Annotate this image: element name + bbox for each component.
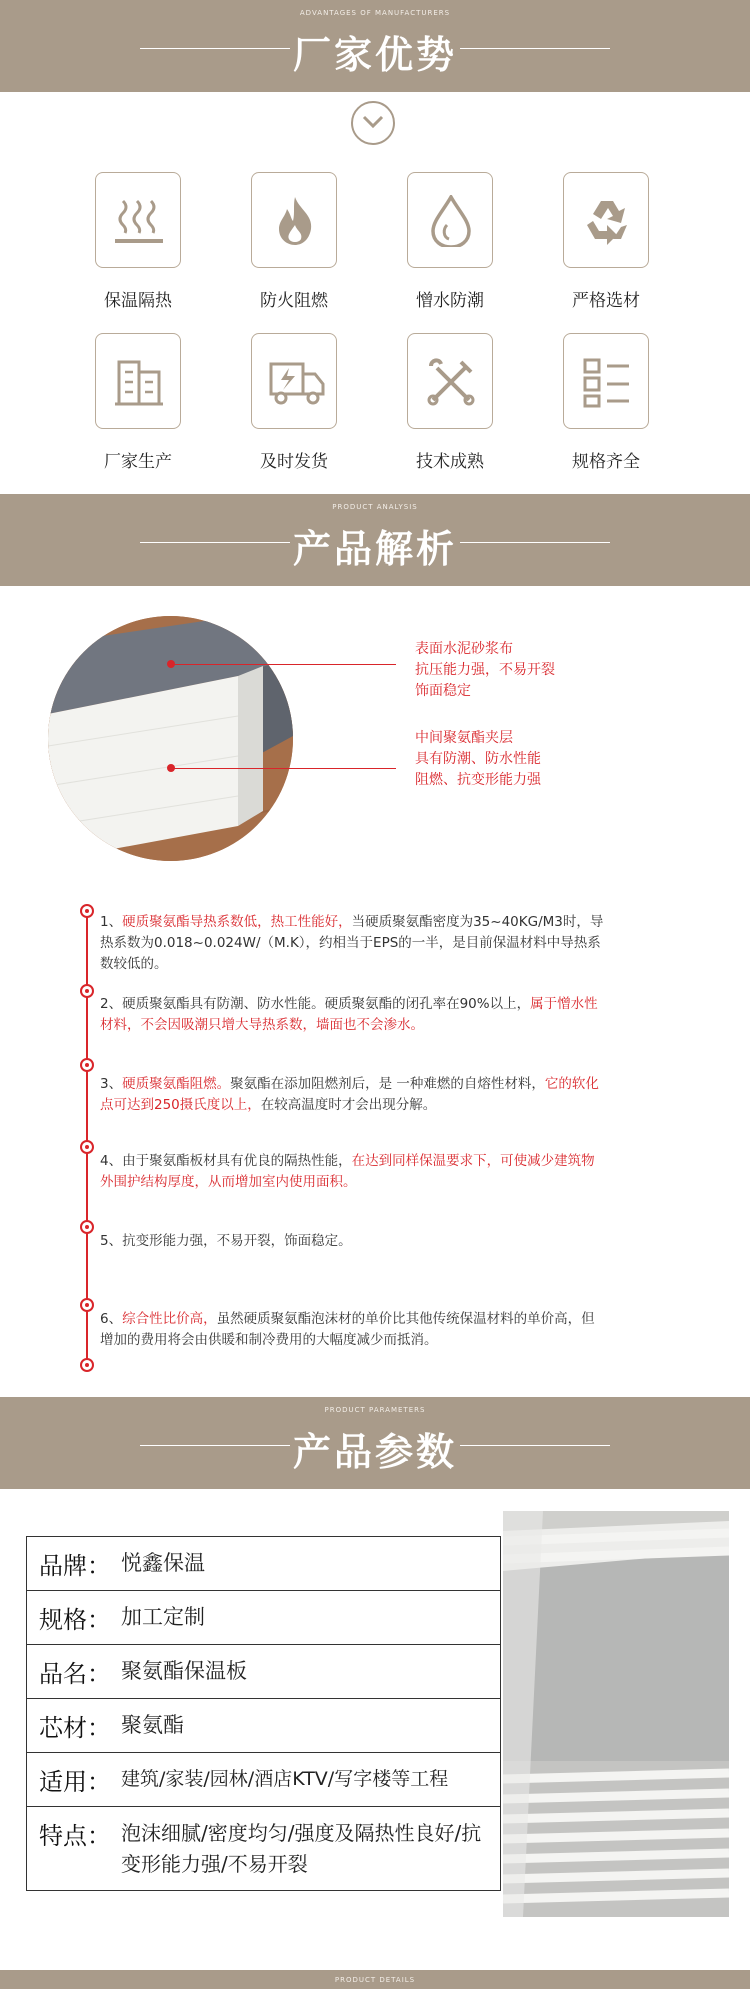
timeline-dot — [80, 1298, 94, 1312]
table-row — [27, 1590, 500, 1644]
flame-icon — [251, 172, 337, 268]
param-key: 适用： — [39, 1768, 111, 1796]
timeline-dot — [80, 1140, 94, 1154]
analysis-point-4: 4、由于聚氨酯板材具有优良的隔热性能，在达到同样保温要求下，可使减少建筑物外围护结构厚度，从而增加室内使用面积。 — [100, 1153, 595, 1190]
timeline-dot — [80, 1220, 94, 1234]
feature-label: 技术成熟 — [416, 452, 484, 472]
factory-building-icon — [95, 333, 181, 429]
details-en-title: PRODUCT DETAILS — [334, 1976, 416, 1984]
feature-label: 规格齐全 — [572, 452, 640, 472]
timeline-dot — [80, 1358, 94, 1372]
parameters-banner — [0, 1397, 750, 1489]
param-key: 品名： — [39, 1660, 111, 1688]
feature-item — [561, 172, 651, 311]
feature-label: 防火阻燃 — [260, 291, 328, 311]
param-value: 聚氨酯保温板 — [121, 1659, 247, 1683]
product-cross-section-image — [48, 616, 293, 861]
parameter-table — [26, 1536, 501, 1891]
feature-item — [405, 333, 495, 472]
param-key: 特点： — [39, 1822, 111, 1850]
param-value: 加工定制 — [121, 1605, 205, 1629]
table-row — [27, 1537, 500, 1590]
analysis-banner — [0, 494, 750, 586]
param-value: 泡沫细腻/密度均匀/强度及隔热性良好/抗变形能力强/不易开裂 — [121, 1821, 482, 1876]
analysis-title: 产品解析 — [292, 527, 457, 571]
analysis-point-2: 2、硬质聚氨酯具有防潮、防水性能。硬质聚氨酯的闭孔率在90%以上，属于憎水性材料，不会因吸潮只增大导热系数，墙面也不会渗水。 — [100, 996, 598, 1033]
parameters-en-title: PRODUCT PARAMETERS — [324, 1406, 426, 1414]
feature-label: 保温隔热 — [104, 291, 172, 311]
feature-label: 及时发货 — [260, 452, 328, 472]
feature-label: 憎水防潮 — [416, 291, 484, 311]
timeline-dot — [80, 984, 94, 998]
feature-label: 厂家生产 — [104, 452, 172, 472]
chevron-down-icon — [351, 101, 395, 145]
param-key: 芯材： — [39, 1714, 111, 1742]
callout-middle: 中间聚氨酯夹层 具有防潮、防水性能 阻燃、抗变形能力强 — [415, 730, 541, 788]
feature-item — [249, 172, 339, 311]
advantages-title: 厂家优势 — [292, 33, 457, 77]
feature-item — [561, 333, 651, 472]
analysis-point-6: 6、综合性比价高，虽然硬质聚氨酯泡沫材的单价比其他传统保温材料的单价高，但增加的费用将会由供暖和制冷费用的大幅度减少而抵消。 — [100, 1311, 595, 1348]
advantages-en-title: ADVANTAGES OF MANUFACTURERS — [299, 9, 451, 17]
water-drop-icon — [407, 172, 493, 268]
analysis-point-1: 1、硬质聚氨酯导热系数低，热工性能好，当硬质聚氨酯密度为35~40KG/M3时，导热系数为0.018~0.024W/（M.K），约相当于EPS的一半，是目前保温材料中导热系数较低的。 — [100, 914, 604, 972]
callout-line — [171, 664, 396, 665]
list-icon — [563, 333, 649, 429]
table-row — [27, 1644, 500, 1698]
analysis-point-5: 5、抗变形能力强，不易开裂，饰面稳定。 — [100, 1233, 352, 1249]
feature-label: 严格选材 — [572, 291, 640, 311]
wrench-hammer-icon — [407, 333, 493, 429]
advantages-banner — [0, 0, 750, 92]
feature-item — [93, 333, 183, 472]
analysis-en-title: PRODUCT ANALYSIS — [332, 503, 418, 511]
delivery-truck-icon — [251, 333, 337, 429]
param-key: 规格： — [39, 1606, 111, 1634]
param-value: 聚氨酯 — [121, 1713, 184, 1737]
table-row — [27, 1698, 500, 1752]
callout-line — [171, 768, 396, 769]
stacked-boards-image — [503, 1511, 729, 1917]
timeline-dot — [80, 1058, 94, 1072]
details-banner — [0, 1970, 750, 1989]
timeline-dot — [80, 904, 94, 918]
recycle-icon — [563, 172, 649, 268]
parameters-title: 产品参数 — [292, 1430, 457, 1474]
table-row — [27, 1752, 500, 1806]
param-value: 建筑/家装/园林/酒店KTV/写字楼等工程 — [121, 1768, 449, 1790]
param-value: 悦鑫保温 — [121, 1551, 205, 1575]
heat-waves-icon — [95, 172, 181, 268]
param-key: 品牌： — [39, 1552, 111, 1580]
feature-item — [93, 172, 183, 311]
feature-item — [405, 172, 495, 311]
feature-item — [249, 333, 339, 472]
analysis-point-3: 3、硬质聚氨酯阻燃。聚氨酯在添加阻燃剂后，是 一种难燃的自熔性材料，它的软化点可达到250摄氏度以上，在较高温度时才会出现分解。 — [100, 1076, 599, 1113]
table-row — [27, 1806, 500, 1890]
callout-top: 表面水泥砂浆布 抗压能力强，不易开裂 饰面稳定 — [415, 641, 555, 699]
